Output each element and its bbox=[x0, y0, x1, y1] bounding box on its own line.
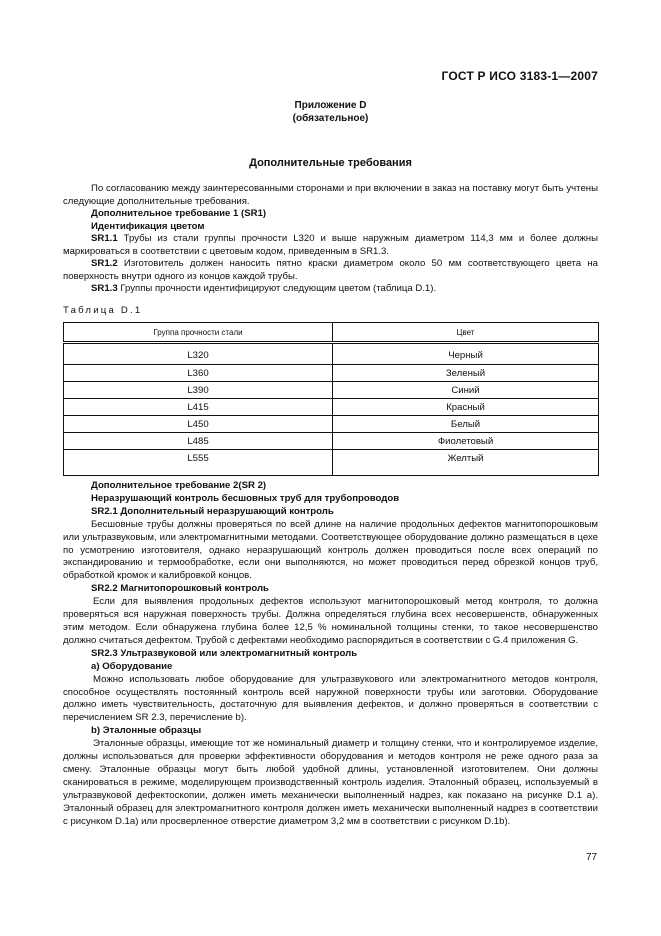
sr2-2-text: Если для выявления продольных дефектов используют магнитопорошковый метод контроля, то должна проверяться вся наружная поверхность трубы. Должна определяться глубина всех несовершенств, обнаруженных этим методом. Если обнаружена глубина более 12,5 % номинальной толщины стенки, то такое несовершенство должно считаться дефектом. Трубой с дефектами необходимо распорядиться в соответствии с G.4 приложения G. bbox=[63, 596, 598, 646]
sr1-3-text: Группы прочности идентифицируют следующим цветом (таблица D.1). bbox=[117, 283, 437, 294]
cell-color: Черный bbox=[333, 343, 599, 365]
table-row bbox=[64, 450, 599, 476]
sr1-1-paragraph bbox=[63, 233, 598, 258]
cell-strength: L555 bbox=[64, 450, 333, 476]
cell-color: Белый bbox=[333, 416, 599, 433]
sr2-2-title: SR2.2 Магнитопорошковый контроль bbox=[91, 583, 269, 595]
sr2-heading: Дополнительное требование 2(SR 2) bbox=[91, 480, 267, 491]
sr1-1-text: Трубы из стали группы прочности L320 и выше наружным диаметром 114,3 мм и более должны маркироваться в соответствии с цветовым кодом, приведенным в SR1.3. bbox=[63, 233, 598, 257]
cell-strength: L415 bbox=[64, 399, 333, 416]
sr2-3-b-text: Эталонные образцы, имеющие тот же номинальный диаметр и толщину стенки, что и контролируемое изделие, должны использоваться для проверки эффективности оборудования и методов контроля не реже одного раза за смену. Эталонные образцы могут быть любой удобной длины, установленной изготовителем. Они должны сканироваться в режиме, моделирующем производственный контроль изделия. Эталонный образец, используемый в ультразвуковой дефектоскопии, должен иметь механически выполненный надрез, как показано на рисунке D.1 а). Эталонный образец для электромагнитного контроля должен иметь механически выполненный надрез в соответствии с рисунком D.1a) или просверленное отверстие диаметром 3,2 мм в соответствии с рисунком D.1b). bbox=[63, 738, 598, 827]
sr2-section bbox=[63, 480, 598, 828]
column-header-strength: Группа прочности стали bbox=[64, 323, 333, 343]
table-caption: Таблица D.1 bbox=[63, 305, 143, 316]
sr1-2-paragraph bbox=[63, 258, 598, 283]
document-header-id: ГОСТ Р ИСО 3183-1—2007 bbox=[441, 69, 598, 83]
page-number: 77 bbox=[586, 852, 598, 863]
cell-color: Фиолетовый bbox=[333, 433, 599, 450]
sr2-3-a-text: Можно использовать любое оборудование для ультразвукового или электромагнитного методов контроля, способное осуществлять постоянный контроль всей наружной поверхности трубы или заготовки. Оборудование должно иметь чувствительность, достаточную для выявления дефектов, и должно проверяться в соответствии с перечислением SR 2.3, перечисление b). bbox=[63, 673, 598, 724]
annex-title: Приложение D bbox=[294, 100, 367, 111]
annex-heading bbox=[0, 99, 661, 125]
cell-color: Желтый bbox=[333, 450, 599, 476]
sr2-1-text: Бесшовные трубы должны проверяться по всей длине на наличие продольных дефектов магнитопорошковым или ультразвуковым, или электромагнитными методами. Соответствующее оборудование должно размещаться в цехе по усмотрению изготовителя, однако неразрушающий контроль должен проводиться после всех операций по экспандированию и термообработке, если они выполняются, но может проводиться перед обрезкой концов труб, обработкой кромок и калибровкой концов. bbox=[63, 518, 598, 582]
intro-paragraph: По согласованию между заинтересованными сторонами и при включении в заказ на поставку могут быть учтены следующие дополнительные требования. bbox=[63, 183, 598, 207]
sr2-3-a-title: а) Оборудование bbox=[91, 660, 173, 672]
sr2-1-title: SR2.1 Дополнительный неразрушающий контроль bbox=[91, 505, 334, 517]
sr1-subheading: Идентификация цветом bbox=[91, 220, 205, 232]
sr1-2-text: Изготовитель должен наносить пятно краски диаметром около 50 мм соответствующего цвета на поверхность внутри одного из концов каждой трубы. bbox=[63, 258, 598, 282]
sr1-2-label: SR1.2 bbox=[91, 258, 118, 269]
section-title: Дополнительные требования bbox=[249, 157, 412, 169]
sr2-subheading: Неразрушающий контроль бесшовных труб для трубопроводов bbox=[91, 492, 400, 504]
table-row bbox=[64, 382, 599, 399]
table-row bbox=[64, 399, 599, 416]
sr2-3-title: SR2.3 Ультразвуковой или электромагнитный контроль bbox=[91, 647, 358, 659]
sr1-1-label: SR1.1 bbox=[91, 233, 118, 244]
table-row bbox=[64, 433, 599, 450]
strength-color-table bbox=[63, 322, 599, 476]
cell-color: Зеленый bbox=[333, 365, 599, 382]
table-header-row bbox=[64, 323, 599, 343]
cell-strength: L320 bbox=[64, 343, 333, 365]
sr1-3-label: SR1.3 bbox=[91, 283, 118, 294]
cell-strength: L450 bbox=[64, 416, 333, 433]
cell-strength: L485 bbox=[64, 433, 333, 450]
cell-strength: L390 bbox=[64, 382, 333, 399]
cell-color: Красный bbox=[333, 399, 599, 416]
sr2-3-b-title: b) Эталонные образцы bbox=[91, 725, 202, 737]
sr1-3-paragraph bbox=[63, 283, 598, 296]
column-header-color: Цвет bbox=[333, 323, 599, 343]
table-row bbox=[64, 365, 599, 382]
cell-strength: L360 bbox=[64, 365, 333, 382]
table-row bbox=[64, 416, 599, 433]
sr1-section bbox=[63, 183, 598, 296]
annex-status: (обязательное) bbox=[292, 113, 369, 124]
table-row bbox=[64, 343, 599, 365]
cell-color: Синий bbox=[333, 382, 599, 399]
sr1-heading: Дополнительное требование 1 (SR1) bbox=[91, 208, 267, 219]
